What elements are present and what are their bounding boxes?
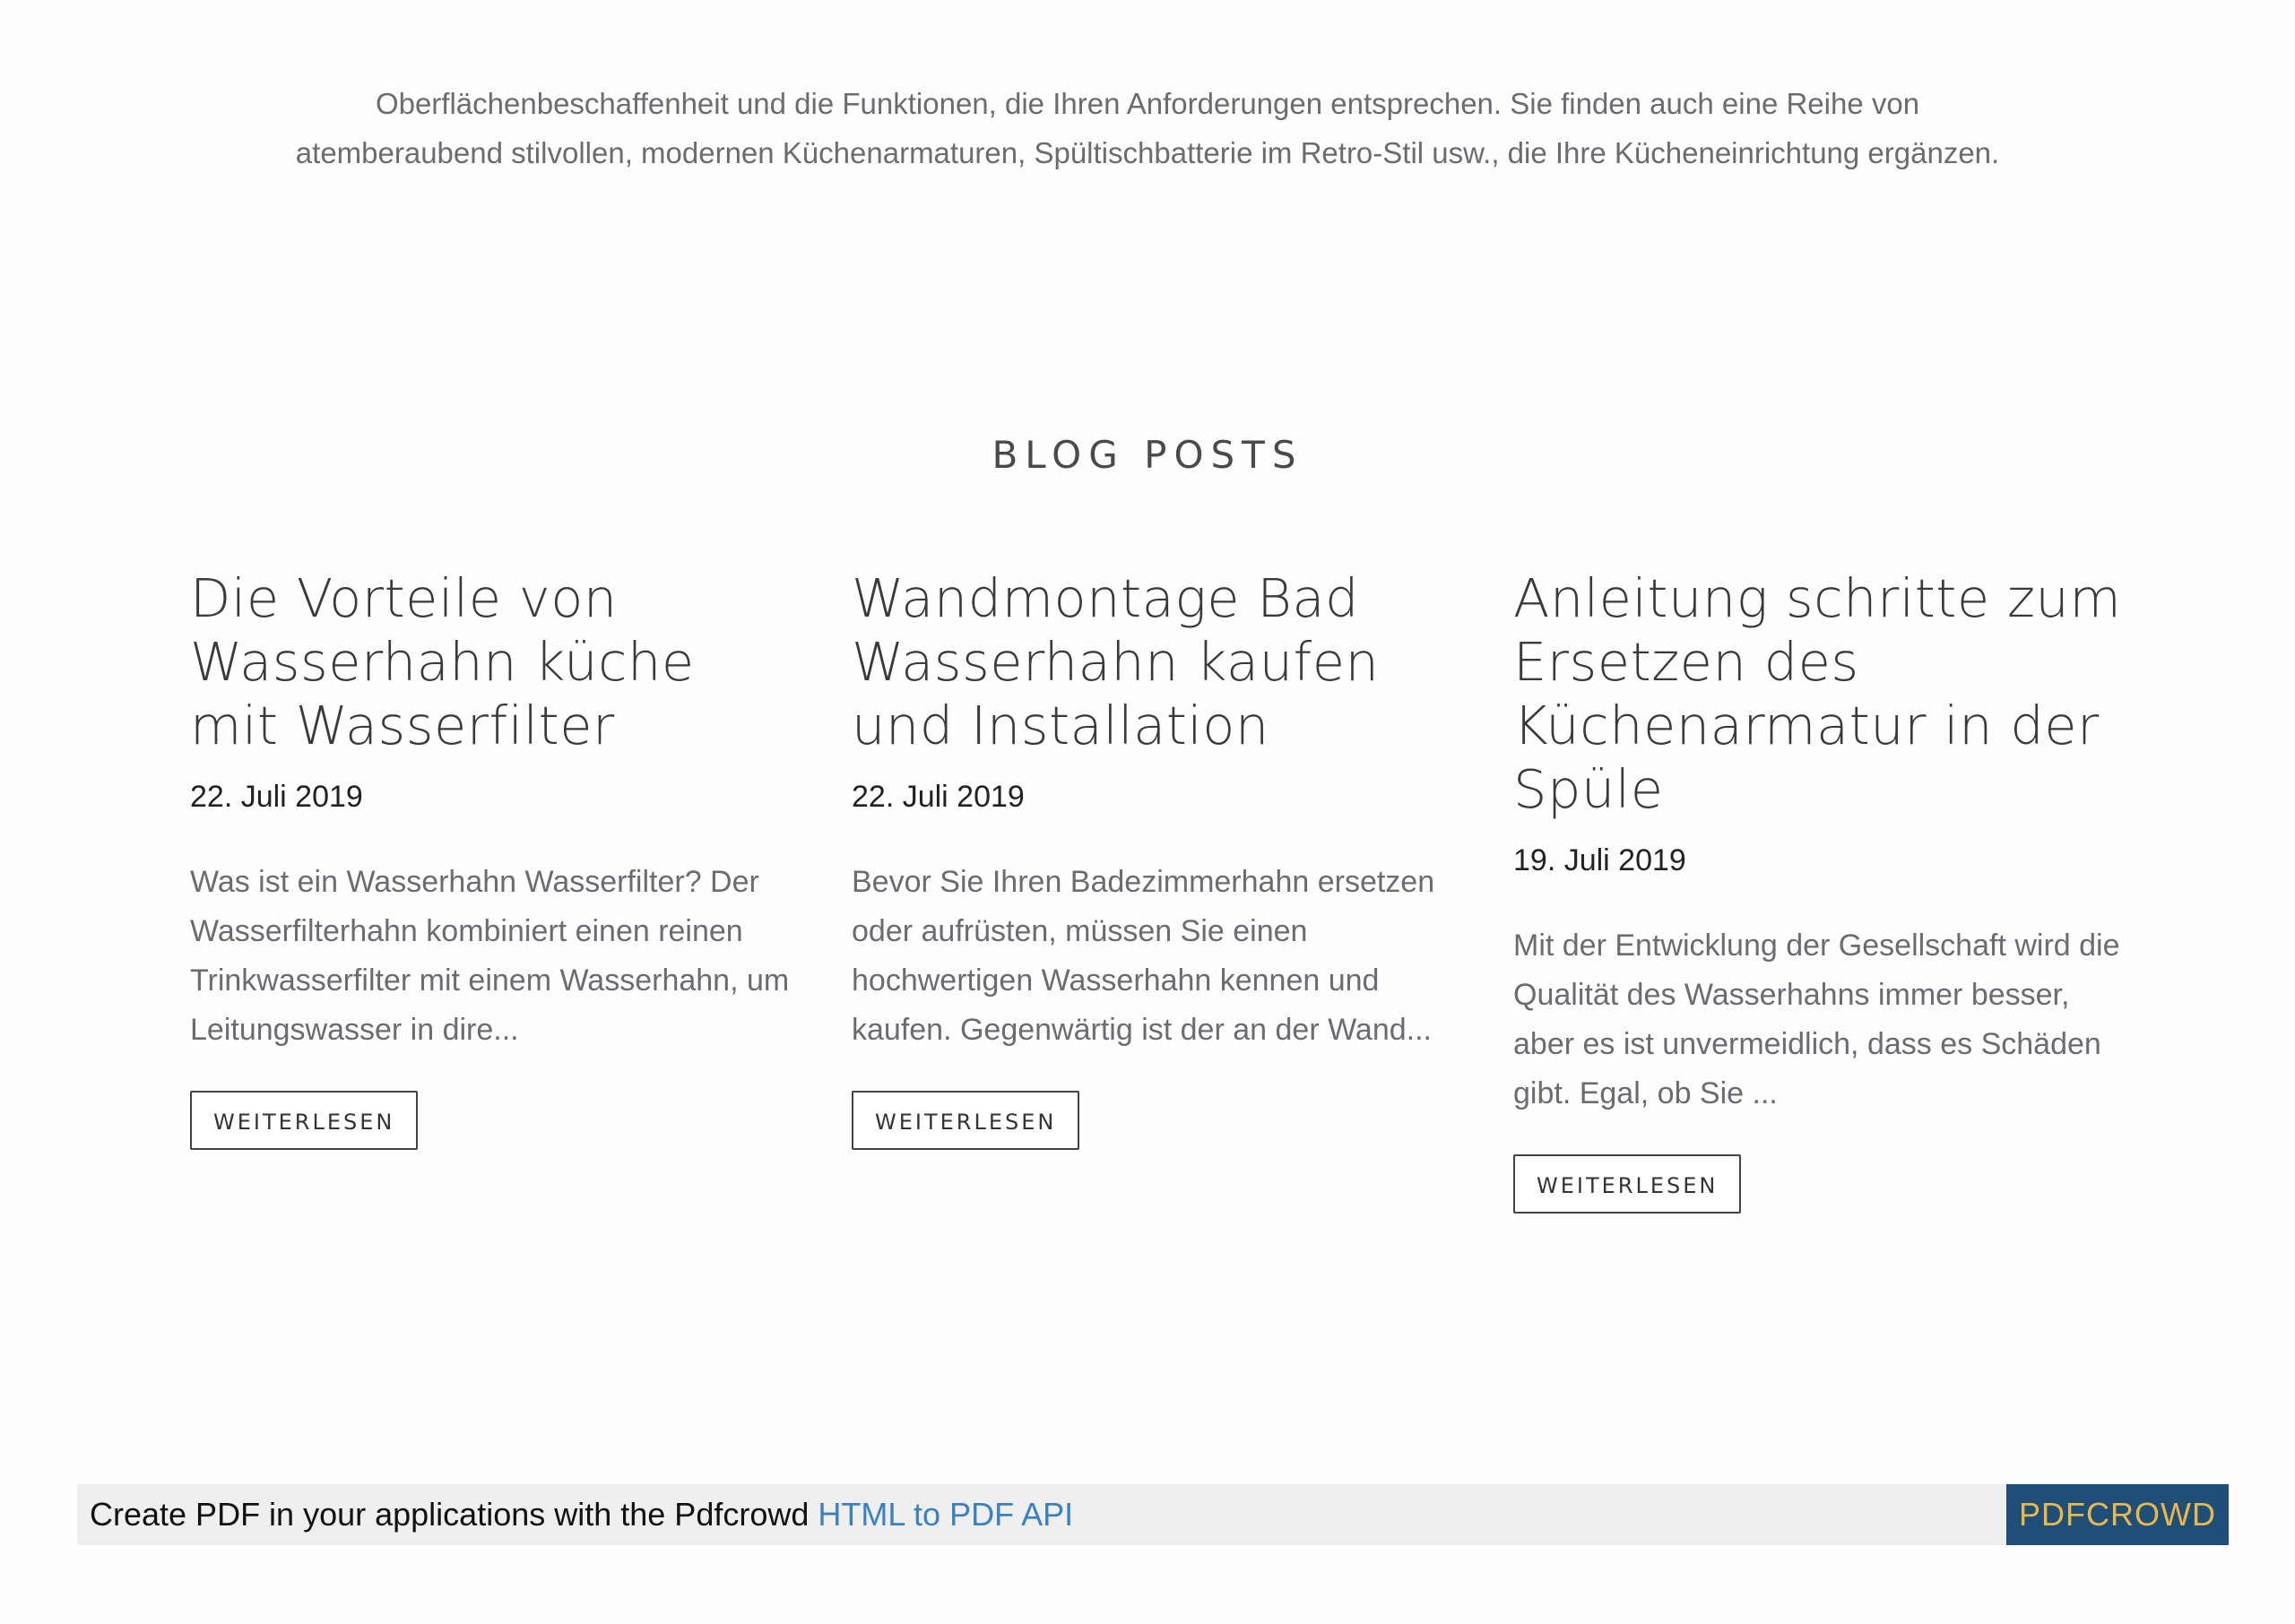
post-date: 22. Juli 2019 [190, 780, 363, 814]
post-date: 22. Juli 2019 [852, 780, 1025, 814]
read-more-button[interactable]: WEITERLESEN [1513, 1154, 1741, 1214]
intro-text [0, 79, 2295, 177]
post-excerpt: Bevor Sie Ihren Badezimmerhahn ersetzen oder aufrüsten, müssen Sie einen hochwertigen Wasserhahn kennen und kaufen. Gegenwärtig ist der an der Wand... [852, 865, 1435, 1047]
read-more-button[interactable]: WEITERLESEN [852, 1091, 1079, 1150]
html-to-pdf-api-link[interactable]: HTML to PDF API [818, 1496, 1074, 1533]
pdfcrowd-badge[interactable]: PDFCROWD [2006, 1484, 2229, 1545]
footer-message: Create PDF in your applications with the Pdfcrowd [90, 1496, 818, 1533]
post-title[interactable]: Wandmontage Bad Wasserhahn kaufen und Installation [852, 567, 1380, 756]
footer-text [90, 1484, 1073, 1545]
section-title: BLOG POSTS [992, 432, 1303, 477]
post-title[interactable]: Anleitung schritte zum Ersetzen des Küchenarmatur in der Spüle [1513, 567, 2122, 820]
post-date: 19. Juli 2019 [1513, 843, 1686, 877]
blog-post-card [1513, 566, 2123, 1214]
post-excerpt: Was ist ein Wasserhahn Wasserfilter? Der Wasserfilterhahn kombiniert einen reinen Trinkwasserfilter mit einem Wasserhahn, um Leitungswasser in dire... [190, 865, 790, 1047]
post-title[interactable]: Die Vorteile von Wasserhahn küche mit Wasserfilter [190, 567, 695, 756]
read-more-button[interactable]: WEITERLESEN [190, 1091, 418, 1150]
pdfcrowd-footer-bar [77, 1484, 2229, 1545]
blog-post-card [190, 566, 800, 1150]
intro-line-1: Oberflächenbeschaffenheit und die Funktionen, die Ihren Anforderungen entsprechen. Sie finden auch eine Reihe von [375, 87, 1920, 120]
intro-line-2: atemberaubend stilvollen, modernen Küchenarmaturen, Spültischbatterie im Retro-Stil usw., die Ihre Kücheneinrichtung ergänzen. [295, 136, 2000, 169]
post-excerpt: Mit der Entwicklung der Gesellschaft wird die Qualität des Wasserhahns immer besser, aber es ist unvermeidlich, dass es Schäden gibt. Egal, ob Sie ... [1513, 929, 2120, 1110]
blog-post-card [852, 566, 1461, 1150]
